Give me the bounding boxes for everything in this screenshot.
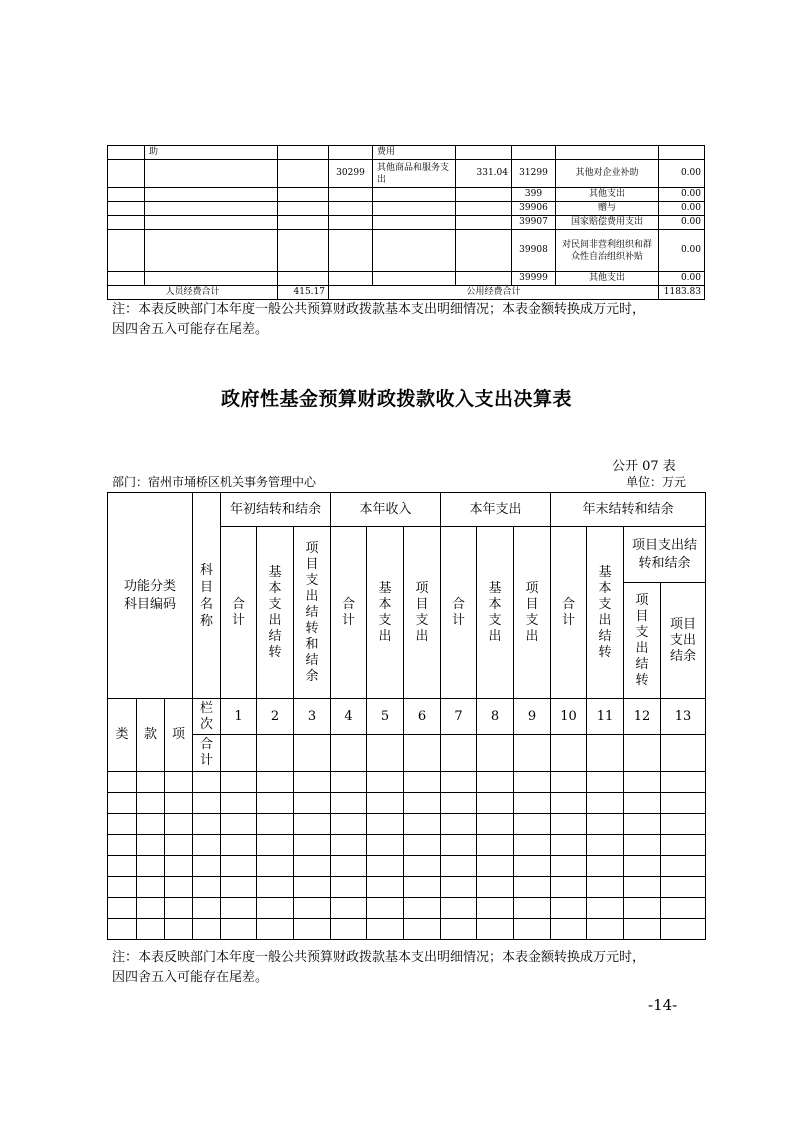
income-header: 本年收入 bbox=[331, 493, 441, 527]
expense-cell: 0.00 bbox=[659, 272, 705, 286]
expense-cell: 399 bbox=[512, 188, 556, 202]
col-number: 11 bbox=[587, 699, 624, 735]
expense-row bbox=[108, 160, 705, 188]
bottom-note: 注：本表反映部门本年度一般公共预算财政拨款基本支出明细情况；本表金额转换成万元时， 因四舍五入可能存在尾差。 bbox=[112, 950, 646, 985]
expense-cell bbox=[108, 202, 145, 216]
expense-cell: 39999 bbox=[512, 272, 556, 286]
expense-cell: 30299 bbox=[329, 160, 373, 188]
top-note: 注：本表反映部门本年度一般公共预算财政拨款基本支出明细情况；本表金额转换成万元时， 因四舍五入可能存在尾差。 bbox=[112, 302, 646, 337]
expense-row bbox=[108, 188, 705, 202]
expense-cell: 助 bbox=[145, 146, 278, 160]
expense-cell: 赠与 bbox=[556, 202, 659, 216]
col-project-income: 项目支出 bbox=[404, 527, 441, 699]
col-proj-surplus: 项目支出结余 bbox=[661, 583, 706, 699]
public-total-value: 1183.83 bbox=[659, 286, 705, 300]
gov-fund-table bbox=[107, 492, 706, 940]
col-number: 3 bbox=[294, 699, 331, 735]
column-number-row bbox=[108, 699, 706, 735]
expense-cell bbox=[329, 202, 373, 216]
expense-cell bbox=[329, 146, 373, 160]
expense-cell bbox=[456, 216, 512, 230]
table-number: 公开 07 表 bbox=[612, 459, 676, 474]
empty-data-row bbox=[108, 814, 706, 835]
expense-cell bbox=[108, 272, 145, 286]
expense-cell bbox=[145, 188, 278, 202]
expense-cell: 0.00 bbox=[659, 216, 705, 230]
heji-label: 合计 bbox=[193, 735, 221, 772]
expense-cell: 其他对企业补助 bbox=[556, 160, 659, 188]
col-basic-carry: 基本支出结转 bbox=[257, 527, 294, 699]
expense-cell bbox=[145, 216, 278, 230]
col-number: 5 bbox=[367, 699, 404, 735]
col-proj-carry-only: 项目支出结转 bbox=[624, 583, 661, 699]
lei-header: 类 bbox=[108, 699, 137, 772]
expense-cell bbox=[108, 230, 145, 272]
expense-cell: 其他支出 bbox=[556, 188, 659, 202]
empty-data-row bbox=[108, 793, 706, 814]
expense-cell: 331.04 bbox=[456, 160, 512, 188]
expense-cell bbox=[145, 272, 278, 286]
opening-balance-header: 年初结转和结余 bbox=[221, 493, 331, 527]
expense-cell bbox=[108, 146, 145, 160]
expense-header: 本年支出 bbox=[441, 493, 551, 527]
closing-balance-header: 年末结转和结余 bbox=[551, 493, 706, 527]
expense-cell: 对民间非营利组织和群众性自治组织补贴 bbox=[556, 230, 659, 272]
public-total-label: 公用经费合计 bbox=[329, 286, 659, 300]
col-number: 12 bbox=[624, 699, 661, 735]
empty-data-row bbox=[108, 772, 706, 793]
expense-cell bbox=[373, 216, 456, 230]
func-code-header: 功能分类科目编码 bbox=[108, 493, 193, 699]
col-proj-carry: 项目支出结转和结余 bbox=[294, 527, 331, 699]
expense-cell bbox=[373, 188, 456, 202]
col-total-3: 合计 bbox=[441, 527, 477, 699]
expense-cell: 其他支出 bbox=[556, 272, 659, 286]
expense-cell: 0.00 bbox=[659, 230, 705, 272]
expense-cell bbox=[556, 146, 659, 160]
col-number: 10 bbox=[551, 699, 587, 735]
expense-cell: 31299 bbox=[512, 160, 556, 188]
total-row bbox=[108, 286, 705, 300]
expense-cell bbox=[278, 230, 329, 272]
expense-cell bbox=[373, 202, 456, 216]
personnel-total-label: 人员经费合计 bbox=[108, 286, 278, 300]
expense-row bbox=[108, 230, 705, 272]
expense-cell bbox=[278, 188, 329, 202]
col-number: 7 bbox=[441, 699, 477, 735]
expense-cell bbox=[329, 188, 373, 202]
col-proj-carry-end-group: 项目支出结转和结余 bbox=[624, 527, 706, 583]
empty-data-row bbox=[108, 877, 706, 898]
expense-cell bbox=[456, 202, 512, 216]
expense-cell bbox=[145, 160, 278, 188]
subject-name-header: 科目名称 bbox=[193, 493, 221, 699]
empty-data-row bbox=[108, 835, 706, 856]
col-basic-carry-end: 基本支出结转 bbox=[587, 527, 624, 699]
page-number: -14- bbox=[648, 996, 678, 1014]
expense-row bbox=[108, 202, 705, 216]
expense-cell: 39907 bbox=[512, 216, 556, 230]
expense-cell bbox=[456, 146, 512, 160]
expense-cell: 39906 bbox=[512, 202, 556, 216]
col-basic-income: 基本支出 bbox=[367, 527, 404, 699]
col-number: 1 bbox=[221, 699, 257, 735]
expense-cell bbox=[329, 230, 373, 272]
lanci-label: 栏次 bbox=[193, 699, 221, 735]
expense-cell bbox=[373, 230, 456, 272]
empty-data-row bbox=[108, 919, 706, 940]
col-project-expense: 项目支出 bbox=[514, 527, 551, 699]
xiang-header: 项 bbox=[165, 699, 193, 772]
expense-row bbox=[108, 272, 705, 286]
unit-label: 单位：万元 bbox=[626, 475, 687, 489]
expense-cell bbox=[456, 230, 512, 272]
expense-cell: 费用 bbox=[373, 146, 456, 160]
col-number: 9 bbox=[514, 699, 551, 735]
expense-cell: 国家赔偿费用支出 bbox=[556, 216, 659, 230]
col-total-1: 合计 bbox=[221, 527, 257, 699]
col-total-2: 合计 bbox=[331, 527, 367, 699]
expense-cell bbox=[329, 272, 373, 286]
kuan-header: 款 bbox=[137, 699, 165, 772]
expense-cell bbox=[512, 146, 556, 160]
expense-cell: 0.00 bbox=[659, 188, 705, 202]
expense-cell bbox=[329, 216, 373, 230]
expense-cell: 0.00 bbox=[659, 160, 705, 188]
expense-row bbox=[108, 146, 705, 160]
expense-cell bbox=[108, 216, 145, 230]
expense-cell bbox=[278, 160, 329, 188]
personnel-total-value: 415.17 bbox=[278, 286, 329, 300]
expense-cell bbox=[659, 146, 705, 160]
department-label: 部门：宿州市埇桥区机关事务管理中心 bbox=[112, 475, 317, 489]
total-data-row bbox=[108, 735, 706, 772]
expense-cell bbox=[373, 272, 456, 286]
expense-cell: 39908 bbox=[512, 230, 556, 272]
expense-cell: 0.00 bbox=[659, 202, 705, 216]
expense-cell bbox=[278, 202, 329, 216]
expense-cell bbox=[278, 146, 329, 160]
col-basic-expense: 基本支出 bbox=[477, 527, 514, 699]
expense-cell bbox=[108, 188, 145, 202]
expense-cell bbox=[456, 272, 512, 286]
col-number: 4 bbox=[331, 699, 367, 735]
expense-cell bbox=[278, 272, 329, 286]
col-number: 6 bbox=[404, 699, 441, 735]
col-number: 2 bbox=[257, 699, 294, 735]
page-title: 政府性基金预算财政拨款收入支出决算表 bbox=[220, 388, 572, 410]
expense-cell bbox=[278, 216, 329, 230]
col-total-4: 合计 bbox=[551, 527, 587, 699]
col-number: 8 bbox=[477, 699, 514, 735]
expense-cell bbox=[145, 230, 278, 272]
col-number: 13 bbox=[661, 699, 706, 735]
expense-cell: 其他商品和服务支出 bbox=[373, 160, 456, 188]
empty-data-row bbox=[108, 856, 706, 877]
empty-data-row bbox=[108, 898, 706, 919]
expense-cell bbox=[108, 160, 145, 188]
expense-row bbox=[108, 216, 705, 230]
expense-cell bbox=[145, 202, 278, 216]
expense-cell bbox=[456, 188, 512, 202]
basic-expense-table bbox=[107, 145, 705, 300]
